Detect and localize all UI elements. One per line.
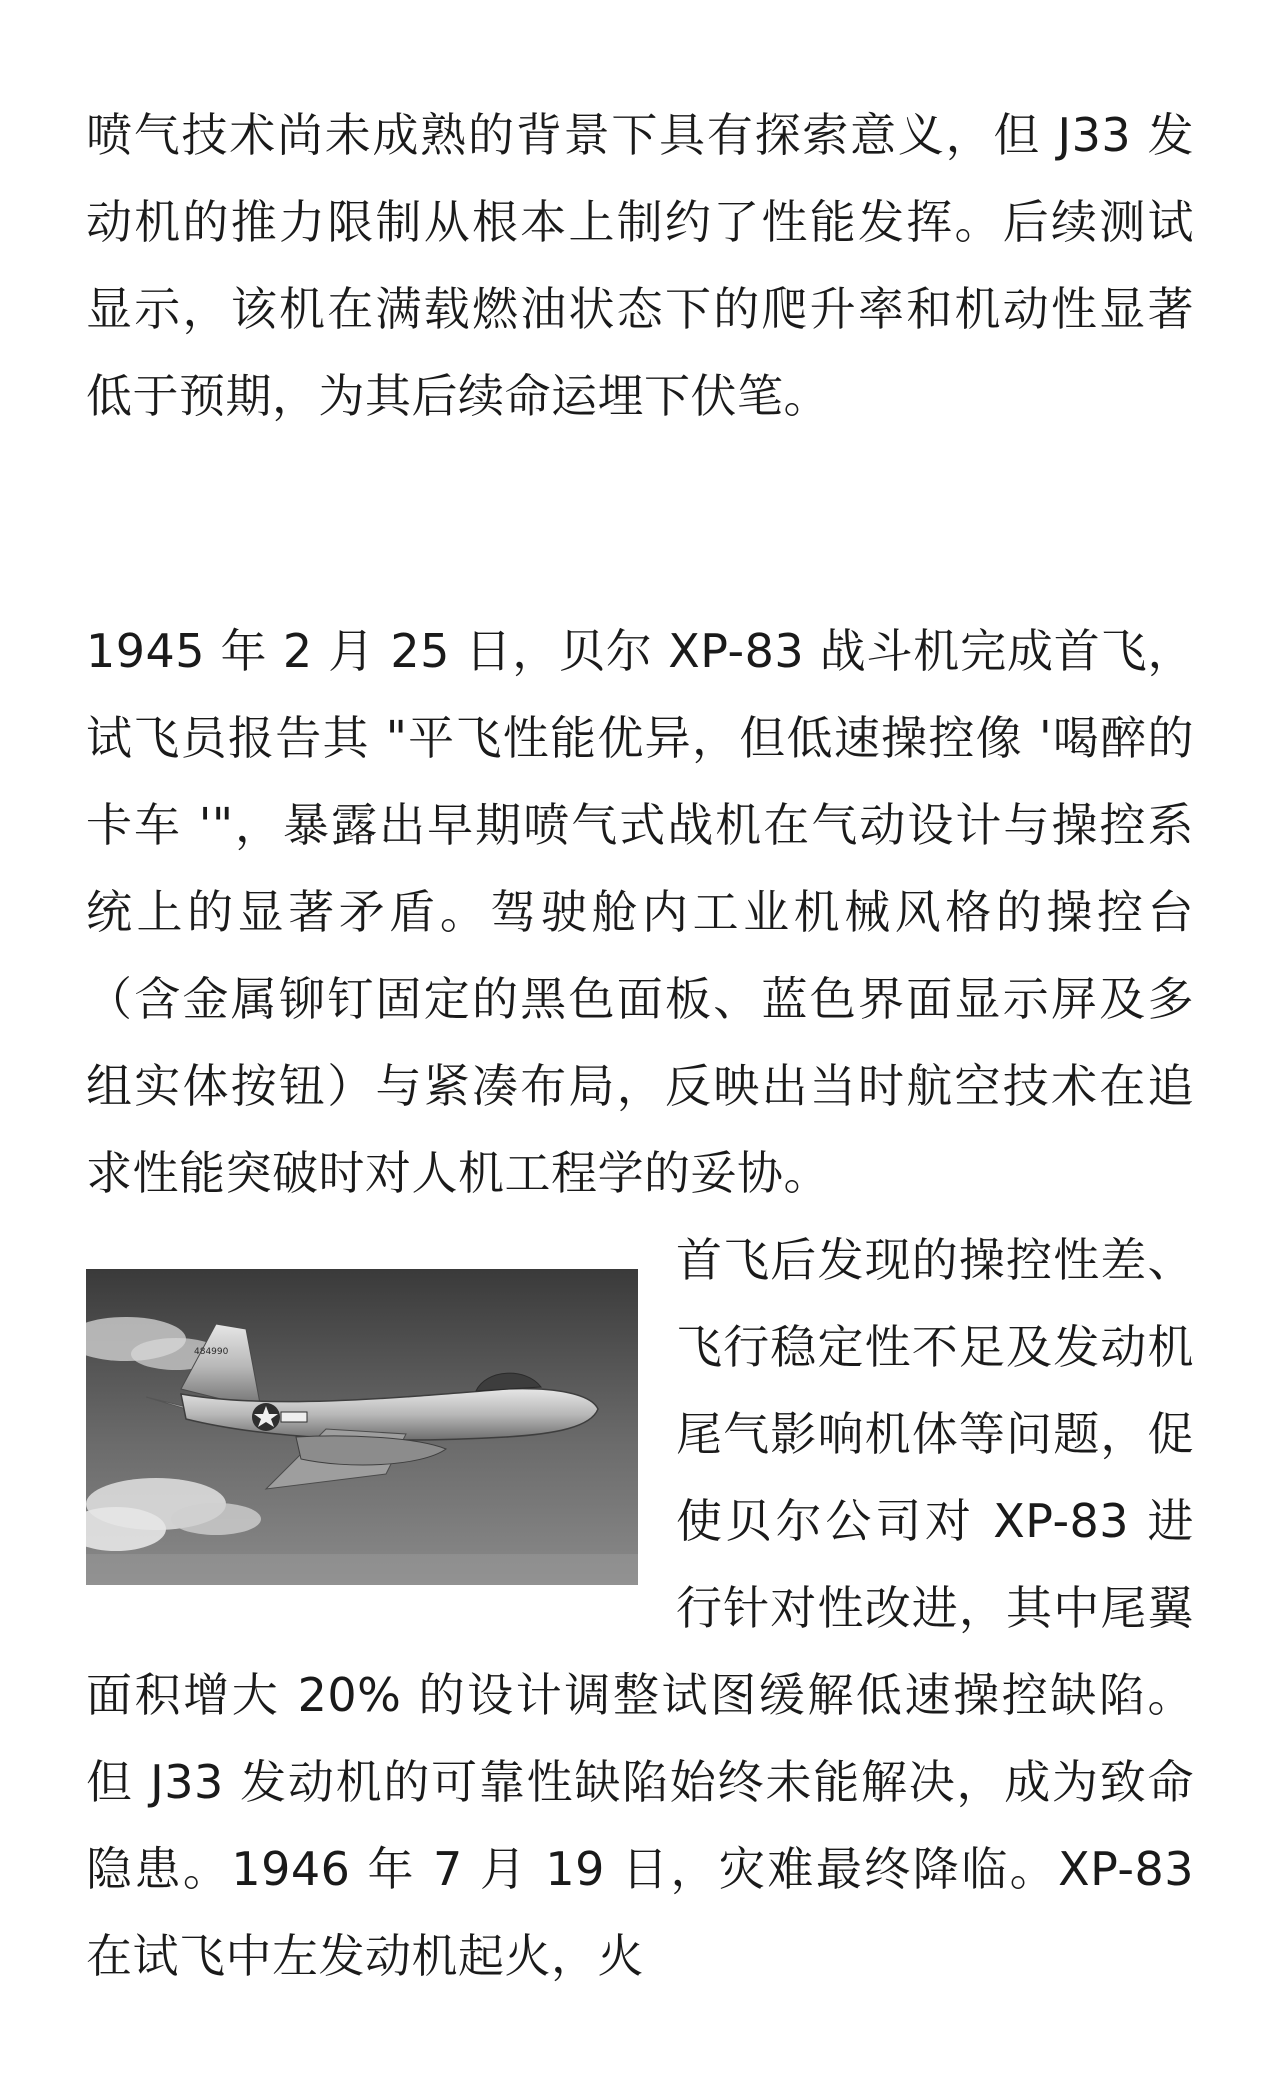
paragraph-1: 喷气技术尚未成熟的背景下具有探索意义，但 J33 发动机的推力限制从根本上制约了性能发挥。后续测试显示，该机在满载燃油状态下的爬升率和机动性显著低于预期，为其后续命运埋下伏笔。 — [86, 108, 1194, 423]
xp83-photo — [86, 1269, 638, 1585]
jet-aircraft-photo-icon — [86, 1269, 638, 1585]
paragraph-2: 1945 年 2 月 25 日，贝尔 XP-83 战斗机完成首飞，试飞员报告其 "平飞性能优异，但低速操控像 '喝醉的卡车 '"，暴露出早期喷气式战机在气动设计与操控系统上的显著矛盾。驾驶舱内工业机械风格的操控台（含金属铆钉固定的黑色面板、蓝色界面显示屏及多组实体按钮）与紧凑布局，反映出当时航空技术在追求性能突破时对人机工程学的妥协。 — [86, 624, 1194, 1200]
article-body — [86, 92, 1194, 2000]
paragraph-3: 首飞后发现的操控性差、飞行稳定性不足及发动机尾气影响机体等问题，促使贝尔公司对 XP-83 进行针对性改进，其中尾翼面积增大 20% 的设计调整试图缓解低速操控缺陷。但 J33 发动机的可靠性缺陷始终未能解决，成为致命隐患。1946 年 7 月 19 日，灾难最终降临。XP-83 在试飞中左发动机起火，火 — [86, 1233, 1194, 1983]
tail-number: 484990 — [194, 1347, 229, 1357]
